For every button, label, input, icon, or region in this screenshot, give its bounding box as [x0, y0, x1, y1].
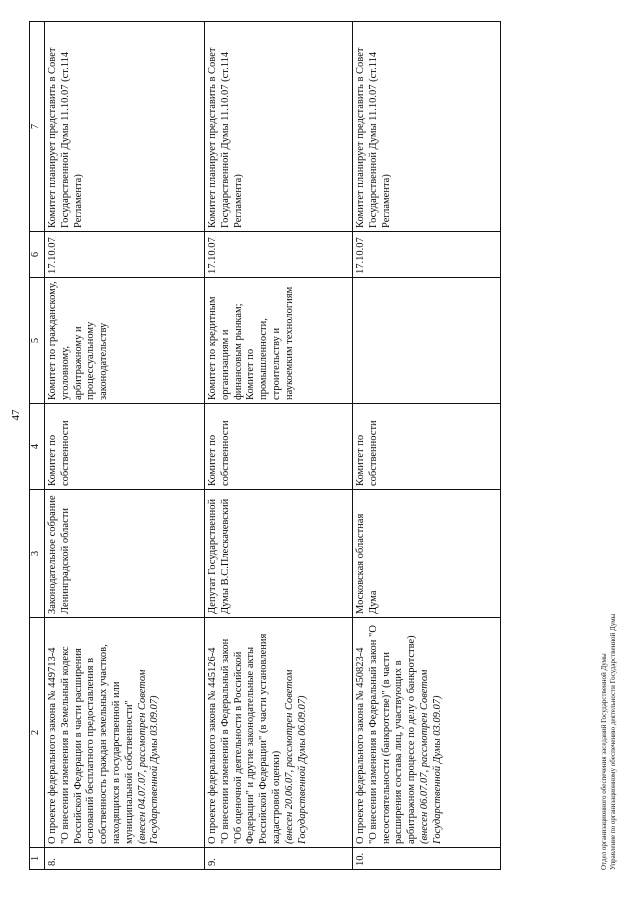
header-col-6: 6 [30, 232, 45, 278]
table-row [45, 22, 205, 870]
header-col-5: 5 [30, 278, 45, 404]
bill-cell [205, 618, 353, 848]
header-col-2: 2 [30, 618, 45, 848]
initiator-cell: Московская областная Дума [353, 490, 501, 618]
plan-cell: Комитет планирует представить в Совет Государственной Думы 11.10.07 (ст.114 Регламента) [45, 22, 205, 232]
row-number: 9. [205, 848, 353, 870]
co-committees-cell: Комитет по гражданскому, уголовному, арбитражному и процессуальному законодательству [45, 278, 205, 404]
bill-body: "О внесении изменения в Земельный кодекс Российской Федерации в части расширения оснований бесплатного предоставления в собственность граждан земельных участков, находящихся в государственной или муниципальной собственности" [59, 644, 135, 844]
header-row [30, 22, 45, 870]
initiator-cell: Депутат Государственной Думы В.С.Плескачевский [205, 490, 353, 618]
page-number: 47 [10, 409, 22, 421]
co-committees-cell [353, 278, 501, 404]
date-cell: 17.10.07 [45, 232, 205, 278]
schedule-table [29, 21, 501, 870]
header-col-4: 4 [30, 404, 45, 490]
bill-title: О проекте федерального закона № 445126-4 [207, 647, 218, 844]
committee-cell: Комитет по собственности [45, 404, 205, 490]
co-committees-cell: Комитет по кредитным организациям и финансовым рынкам; Комитет по промышленности, строительству и наукоемким технологиям [205, 278, 353, 404]
plan-cell: Комитет планирует представить в Совет Государственной Думы 11.10.07 (ст.114 Регламента) [353, 22, 501, 232]
bill-note: (внесен 06.07.07, рассмотрен Советом Государственной Думы 03.09.07) [418, 669, 443, 844]
footer [600, 614, 618, 870]
bill-note: (внесен 04.07.07, рассмотрен Советом Государственной Думы 03.09.07) [136, 669, 161, 844]
footer-line-2: Управление по организационному обеспечению деятельности Государственной Думы [608, 613, 617, 870]
bill-body: "О внесении изменений в Федеральный закон "Об оценочной деятельности в Российской Федерации" и другие законодательные акты Российской Федерации" (в части установления кадастровой оценки) [219, 633, 282, 844]
header-col-1: 1 [30, 848, 45, 870]
committee-cell: Комитет по собственности [205, 404, 353, 490]
bill-title: О проекте федерального закона № 450823-4 [355, 647, 366, 844]
plan-cell: Комитет планирует представить в Совет Государственной Думы 11.10.07 (ст.114 Регламента) [205, 22, 353, 232]
header-col-7: 7 [30, 22, 45, 232]
table-row [205, 22, 353, 870]
header-col-3: 3 [30, 490, 45, 618]
row-number: 10. [353, 848, 501, 870]
bill-cell [353, 618, 501, 848]
table-row [353, 22, 501, 870]
footer-line-1: Отдел организационного обеспечения заседаний Государственной Думы [600, 653, 608, 870]
row-number: 8. [45, 848, 205, 870]
bill-body: "О внесении изменения в Федеральный закон "О несостоятельности (банкротстве)" (в части расширения состава лиц, участвующих в арбитражном процессе по делу о банкротстве) [367, 625, 418, 844]
date-cell: 17.10.07 [353, 232, 501, 278]
date-cell: 17.10.07 [205, 232, 353, 278]
committee-cell: Комитет по собственности [353, 404, 501, 490]
bill-title: О проекте федерального закона № 449713-4 [47, 647, 58, 844]
bill-cell [45, 618, 205, 848]
bill-note: (внесен 20.06.07, рассмотрен Советом Государственной Думы 06.09.07) [283, 669, 308, 844]
initiator-cell: Законодательное собрание Ленинградской области [45, 490, 205, 618]
